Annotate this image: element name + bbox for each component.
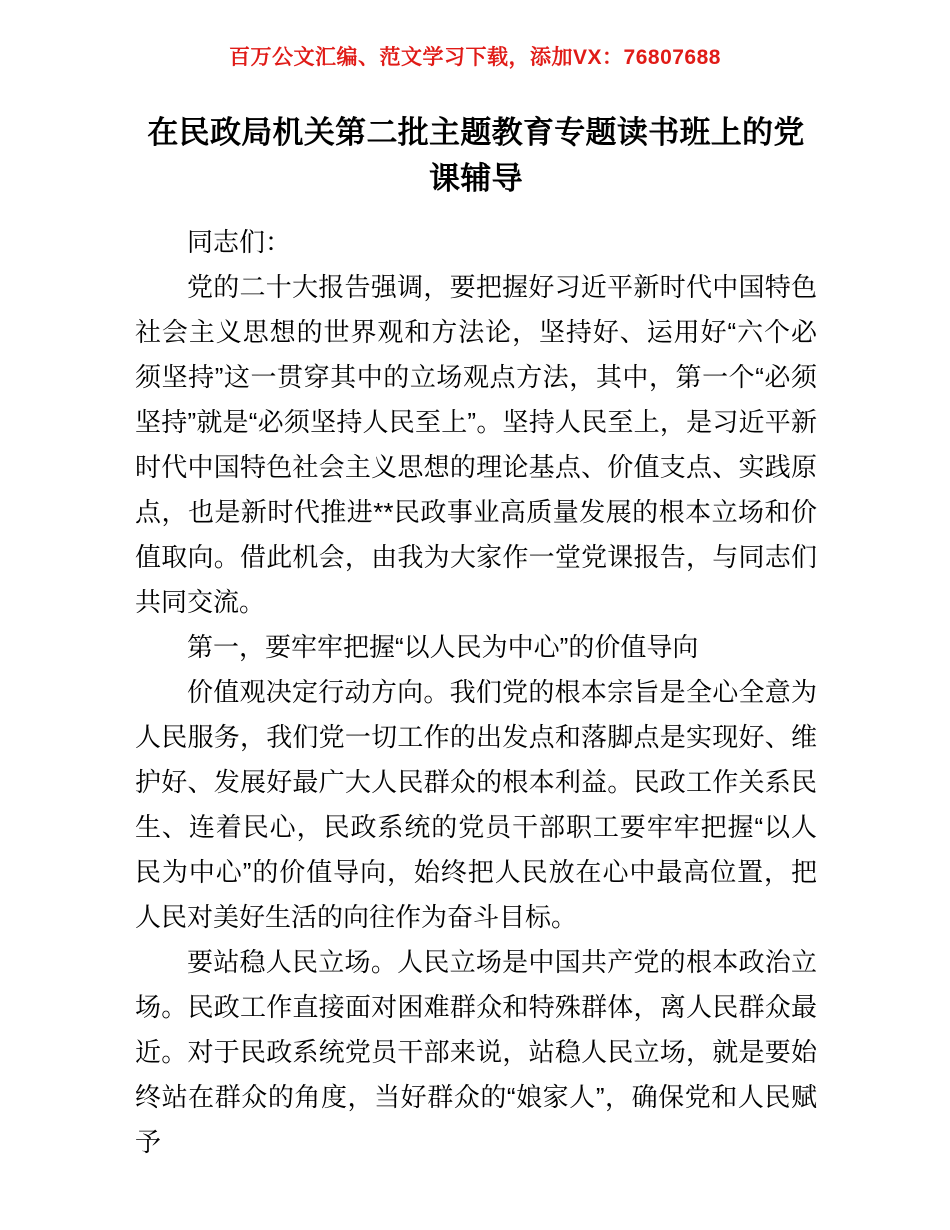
paragraph-section-heading-first: 第一，要牢牢把握“以人民为中心”的价值导向 (187, 632, 699, 662)
document-body (135, 110, 817, 1165)
paragraph-values-orientation: 价值观决定行动方向。我们党的根本宗旨是全心全意为人民服务，我们党一切工作的出发点和落脚点是实现好、维护好、发展好最广大人民群众的根本利益。民政工作关系民生、连着民心，民政系统的党员干部职工要牢牢把握“以人民为中心”的价值导向，始终把人民放在心中最高位置，把人民对美好生活的向往作为奋斗目标。 (135, 677, 817, 932)
paragraph-intro: 党的二十大报告强调，要把握好习近平新时代中国特色社会主义思想的世界观和方法论，坚持好、运用好“六个必须坚持”这一贯穿其中的立场观点方法，其中，第一个“必须坚持”就是“必须坚持人民至上”。坚持人民至上，是习近平新时代中国特色社会主义思想的理论基点、价值支点、实践原点，也是新时代推进**民政事业高质量发展的根本立场和价值取向。借此机会，由我为大家作一堂党课报告，与同志们共同交流。 (135, 272, 817, 617)
promo-header-text: 百万公文汇编、范文学习下载，添加VX：76807688 (229, 46, 721, 69)
paragraph-people-standpoint: 要站稳人民立场。人民立场是中国共产党的根本政治立场。民政工作直接面对困难群众和特殊群体，离人民群众最近。对于民政系统党员干部来说，站稳人民立场，就是要始终站在群众的角度，当好群众的“娘家人”，确保党和人民赋予 (135, 947, 817, 1157)
page-title: 在民政局机关第二批主题教育专题读书班上的党课辅导 (147, 115, 805, 196)
paragraph-salutation: 同志们： (187, 227, 292, 257)
